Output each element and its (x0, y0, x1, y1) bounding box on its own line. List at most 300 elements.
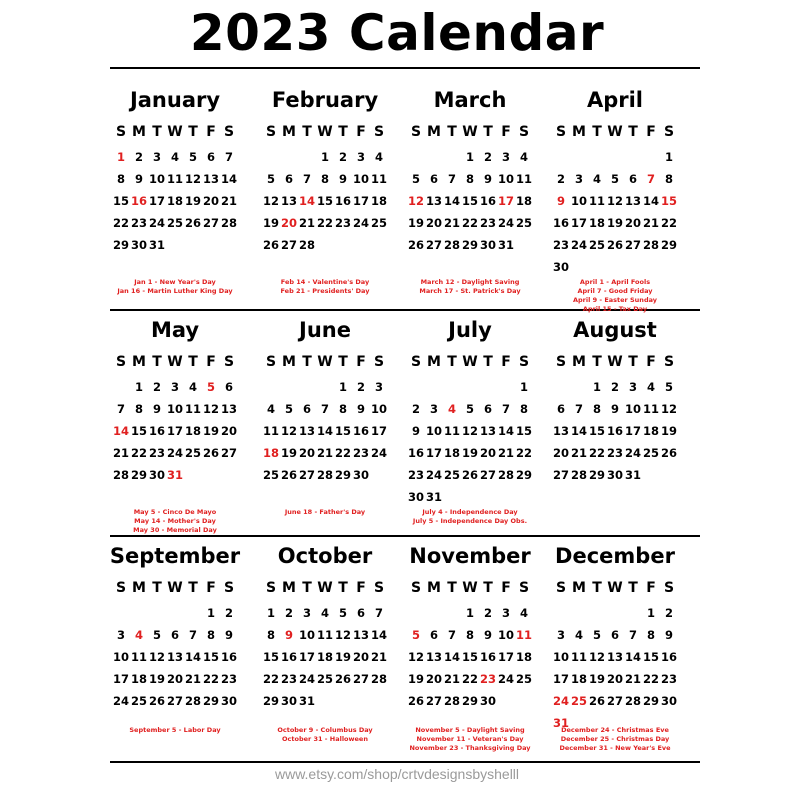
weekday-header: W (167, 124, 183, 140)
weekday-header: F (501, 580, 511, 596)
empty-day (642, 146, 660, 168)
day: 5 (266, 172, 275, 186)
holiday-note: September 5 - Labor Day (129, 726, 221, 734)
day: 11 (130, 650, 147, 664)
month-september (105, 542, 245, 757)
day: 18 (166, 194, 183, 208)
holiday-day: 5 (411, 628, 420, 642)
day: 18 (370, 194, 387, 208)
day: 6 (556, 402, 565, 416)
day: 16 (334, 194, 351, 208)
day: 30 (148, 468, 165, 482)
day: 3 (574, 172, 583, 186)
day: 24 (497, 672, 514, 686)
day: 18 (588, 216, 605, 230)
weekday-header: T (302, 354, 312, 370)
day: 27 (298, 468, 315, 482)
month-november (400, 542, 540, 757)
day-grid (105, 120, 245, 256)
day: 31 (425, 490, 442, 504)
weekday-header: F (356, 580, 366, 596)
day: 6 (284, 172, 293, 186)
day: 17 (370, 424, 387, 438)
holiday-note: April 9 - Easter Sunday (572, 296, 658, 304)
day: 31 (497, 238, 514, 252)
day: 8 (266, 628, 275, 642)
weekday-header: S (518, 124, 530, 140)
holiday-notes (105, 278, 245, 296)
day: 23 (606, 446, 623, 460)
day: 12 (606, 194, 623, 208)
day: 7 (320, 402, 329, 416)
empty-day (570, 602, 588, 624)
day: 25 (642, 446, 659, 460)
weekday-header: F (501, 354, 511, 370)
empty-day (298, 146, 316, 168)
day: 27 (202, 216, 219, 230)
day: 9 (338, 172, 347, 186)
empty-day (624, 146, 642, 168)
empty-day (112, 376, 130, 398)
day: 20 (479, 446, 496, 460)
day: 25 (166, 216, 183, 230)
day: 16 (280, 650, 297, 664)
day: 17 (112, 672, 129, 686)
weekday-header: S (265, 580, 277, 596)
day: 2 (338, 150, 347, 164)
day: 28 (570, 468, 587, 482)
day: 21 (220, 194, 237, 208)
day: 11 (166, 172, 183, 186)
holiday-day: 9 (284, 628, 293, 642)
holiday-notes (105, 508, 245, 535)
month-august (545, 316, 685, 531)
day: 28 (298, 238, 315, 252)
day: 3 (170, 380, 179, 394)
empty-day (425, 146, 443, 168)
day: 12 (334, 628, 351, 642)
day: 20 (606, 672, 623, 686)
weekday-header: T (447, 124, 457, 140)
holiday-notes (545, 726, 685, 753)
month-name: February (271, 88, 379, 112)
day: 2 (134, 150, 143, 164)
holiday-day: 4 (447, 402, 456, 416)
day: 13 (479, 424, 496, 438)
day: 16 (407, 446, 424, 460)
empty-day (262, 376, 280, 398)
day: 25 (443, 468, 460, 482)
empty-day (407, 376, 425, 398)
day: 30 (130, 238, 147, 252)
day: 3 (501, 150, 510, 164)
month-name: June (299, 318, 351, 342)
day: 13 (624, 194, 641, 208)
day: 14 (184, 650, 201, 664)
day: 9 (483, 628, 492, 642)
day: 28 (443, 694, 460, 708)
day-grid (545, 350, 685, 486)
day: 3 (628, 380, 637, 394)
holiday-note: July 5 - Independence Day Obs. (412, 517, 528, 525)
weekday-header: S (555, 124, 567, 140)
weekday-header: T (447, 354, 457, 370)
day: 6 (224, 380, 233, 394)
holiday-note: Feb 21 - Presidents' Day (280, 287, 370, 295)
weekday-header: T (447, 580, 457, 596)
day: 24 (112, 694, 129, 708)
day: 1 (592, 380, 601, 394)
divider-row-2 (110, 535, 700, 537)
day: 22 (461, 672, 478, 686)
weekday-header: T (302, 124, 312, 140)
day: 5 (411, 172, 420, 186)
day: 7 (447, 172, 456, 186)
weekday-header: S (410, 124, 422, 140)
holiday-note: March 12 - Daylight Saving (420, 278, 520, 286)
day: 25 (515, 672, 532, 686)
day: 25 (515, 216, 532, 230)
weekday-header: F (206, 354, 216, 370)
day-grid (545, 120, 685, 278)
weekday-header: S (115, 580, 127, 596)
weekday-header: T (628, 354, 638, 370)
day: 26 (461, 468, 478, 482)
day: 31 (624, 468, 641, 482)
holiday-notes (545, 278, 685, 314)
empty-day (425, 376, 443, 398)
day: 8 (592, 402, 601, 416)
day: 8 (664, 172, 673, 186)
empty-day (570, 146, 588, 168)
day: 23 (552, 238, 569, 252)
weekday-header: S (373, 124, 385, 140)
holiday-note: Jan 1 - New Year's Day (134, 278, 216, 286)
day: 10 (370, 402, 387, 416)
day: 11 (370, 172, 387, 186)
day-grid (400, 350, 540, 508)
day: 15 (202, 650, 219, 664)
weekday-header: F (501, 124, 511, 140)
day: 6 (170, 628, 179, 642)
day: 24 (166, 446, 183, 460)
empty-day (298, 376, 316, 398)
empty-day (316, 376, 334, 398)
day: 23 (220, 672, 237, 686)
month-april (545, 86, 685, 313)
empty-day (606, 602, 624, 624)
empty-day (479, 376, 497, 398)
day: 29 (202, 694, 219, 708)
day: 18 (443, 446, 460, 460)
weekday-header: S (518, 580, 530, 596)
day: 15 (112, 194, 129, 208)
day: 1 (519, 380, 528, 394)
day: 26 (148, 694, 165, 708)
weekday-header: M (282, 354, 296, 370)
day: 5 (188, 150, 197, 164)
day: 19 (407, 216, 424, 230)
weekday-header: W (167, 354, 183, 370)
day: 9 (411, 424, 420, 438)
day: 17 (497, 650, 514, 664)
day: 20 (624, 216, 641, 230)
day: 6 (483, 402, 492, 416)
day: 3 (302, 606, 311, 620)
day: 3 (152, 150, 161, 164)
day: 16 (606, 424, 623, 438)
day: 4 (592, 172, 601, 186)
day: 23 (352, 446, 369, 460)
day: 7 (628, 628, 637, 642)
day: 5 (284, 402, 293, 416)
day: 26 (334, 672, 351, 686)
holiday-notes (255, 278, 395, 296)
day: 6 (628, 172, 637, 186)
holiday-day: 31 (552, 716, 569, 730)
weekday-header: T (188, 580, 198, 596)
day: 8 (519, 402, 528, 416)
day: 30 (606, 468, 623, 482)
day: 3 (356, 150, 365, 164)
day: 23 (280, 672, 297, 686)
day: 23 (660, 672, 677, 686)
weekday-header: W (607, 354, 623, 370)
day: 13 (552, 424, 569, 438)
day: 18 (130, 672, 147, 686)
day: 25 (370, 216, 387, 230)
holiday-note: November 23 - Thanksgiving Day (409, 744, 531, 752)
holiday-day: 15 (660, 194, 677, 208)
day: 15 (461, 650, 478, 664)
holiday-notes (400, 278, 540, 296)
holiday-note: March 17 - St. Patrick's Day (419, 287, 521, 295)
empty-day (407, 602, 425, 624)
day: 11 (316, 628, 333, 642)
day: 21 (642, 216, 659, 230)
holiday-day: 14 (112, 424, 129, 438)
empty-day (624, 602, 642, 624)
weekday-header: S (663, 354, 675, 370)
day: 8 (646, 628, 655, 642)
month-october (255, 542, 395, 757)
day: 24 (148, 216, 165, 230)
weekday-header: S (555, 354, 567, 370)
day: 7 (188, 628, 197, 642)
empty-day (497, 376, 515, 398)
day: 28 (220, 216, 237, 230)
day: 3 (116, 628, 125, 642)
day: 22 (316, 216, 333, 230)
day: 1 (266, 606, 275, 620)
day-grid (255, 350, 395, 486)
month-name: March (433, 88, 507, 112)
day: 7 (116, 402, 125, 416)
day: 28 (316, 468, 333, 482)
day: 4 (574, 628, 583, 642)
day: 29 (130, 468, 147, 482)
weekday-header: M (282, 124, 296, 140)
weekday-header: M (132, 124, 146, 140)
day: 11 (262, 424, 279, 438)
day: 14 (570, 424, 587, 438)
day: 3 (374, 380, 383, 394)
holiday-notes (400, 726, 540, 753)
empty-day (262, 146, 280, 168)
day: 2 (556, 172, 565, 186)
day: 12 (184, 172, 201, 186)
weekday-header: M (572, 580, 586, 596)
weekday-header: W (167, 580, 183, 596)
day: 8 (206, 628, 215, 642)
month-name: September (109, 544, 241, 568)
day: 21 (497, 446, 514, 460)
day: 21 (316, 446, 333, 460)
day: 2 (152, 380, 161, 394)
holiday-note: October 31 - Halloween (282, 735, 368, 743)
day: 15 (130, 424, 147, 438)
day: 26 (202, 446, 219, 460)
day: 26 (660, 446, 677, 460)
holiday-day: 4 (134, 628, 143, 642)
month-december (545, 542, 685, 757)
weekday-header: T (592, 124, 602, 140)
day: 13 (352, 628, 369, 642)
day: 29 (461, 238, 478, 252)
weekday-header: S (663, 124, 675, 140)
holiday-note: December 24 - Christmas Eve (561, 726, 669, 734)
empty-day (552, 146, 570, 168)
weekday-header: S (518, 354, 530, 370)
day: 1 (338, 380, 347, 394)
empty-day (461, 376, 479, 398)
empty-day (280, 146, 298, 168)
weekday-header: S (373, 580, 385, 596)
day: 10 (148, 172, 165, 186)
day: 25 (588, 238, 605, 252)
day: 1 (320, 150, 329, 164)
month-june (255, 316, 395, 531)
empty-day (588, 602, 606, 624)
holiday-note: June 18 - Father's Day (284, 508, 366, 516)
day: 12 (202, 402, 219, 416)
day: 6 (610, 628, 619, 642)
day: 1 (134, 380, 143, 394)
weekday-header: M (427, 354, 441, 370)
day: 15 (588, 424, 605, 438)
weekday-header: S (663, 580, 675, 596)
day: 25 (184, 446, 201, 460)
day: 21 (370, 650, 387, 664)
day: 9 (610, 402, 619, 416)
day: 12 (588, 650, 605, 664)
holiday-note: December 25 - Christmas Day (560, 735, 670, 743)
day: 9 (224, 628, 233, 642)
weekday-header: F (646, 580, 656, 596)
day: 26 (606, 238, 623, 252)
weekday-header: F (206, 580, 216, 596)
day: 4 (519, 150, 528, 164)
weekday-header: W (607, 580, 623, 596)
month-march (400, 86, 540, 301)
day: 9 (152, 402, 161, 416)
day: 23 (334, 216, 351, 230)
holiday-day: 12 (407, 194, 424, 208)
day: 22 (334, 446, 351, 460)
weekday-header: S (410, 354, 422, 370)
day-grid (400, 120, 540, 256)
day: 10 (497, 628, 514, 642)
day: 10 (552, 650, 569, 664)
day: 11 (184, 402, 201, 416)
day: 21 (298, 216, 315, 230)
weekday-header: F (356, 124, 366, 140)
day: 17 (624, 424, 641, 438)
weekday-header: S (265, 124, 277, 140)
weekday-header: S (410, 580, 422, 596)
day: 28 (370, 672, 387, 686)
day: 22 (660, 216, 677, 230)
day: 2 (483, 150, 492, 164)
day-grid (255, 120, 395, 256)
day: 5 (592, 628, 601, 642)
day: 27 (352, 672, 369, 686)
month-name: April (586, 88, 644, 112)
holiday-note: May 30 - Memorial Day (133, 526, 217, 534)
weekday-header: F (356, 354, 366, 370)
day: 13 (606, 650, 623, 664)
month-name: May (150, 318, 200, 342)
holiday-day: 20 (280, 216, 297, 230)
day: 5 (664, 380, 673, 394)
day: 16 (220, 650, 237, 664)
month-name: November (409, 544, 531, 568)
day: 5 (610, 172, 619, 186)
day: 27 (166, 694, 183, 708)
day: 18 (570, 672, 587, 686)
day: 31 (148, 238, 165, 252)
day: 28 (443, 238, 460, 252)
day: 20 (298, 446, 315, 460)
weekday-header: T (338, 580, 348, 596)
weekday-header: W (607, 124, 623, 140)
day: 29 (642, 694, 659, 708)
weekday-header: F (646, 354, 656, 370)
day: 13 (425, 650, 442, 664)
day: 16 (352, 424, 369, 438)
weekday-header: S (115, 354, 127, 370)
day: 18 (642, 424, 659, 438)
day: 9 (483, 172, 492, 186)
day: 14 (642, 194, 659, 208)
day: 29 (515, 468, 532, 482)
day: 19 (461, 446, 478, 460)
day: 27 (552, 468, 569, 482)
day: 16 (479, 194, 496, 208)
day-grid (105, 350, 245, 486)
day: 20 (425, 216, 442, 230)
day: 19 (262, 216, 279, 230)
day: 30 (280, 694, 297, 708)
weekday-header: T (302, 580, 312, 596)
day: 29 (262, 694, 279, 708)
day: 23 (130, 216, 147, 230)
day: 7 (574, 402, 583, 416)
weekday-header: W (317, 124, 333, 140)
day: 4 (188, 380, 197, 394)
day: 10 (112, 650, 129, 664)
day: 4 (266, 402, 275, 416)
